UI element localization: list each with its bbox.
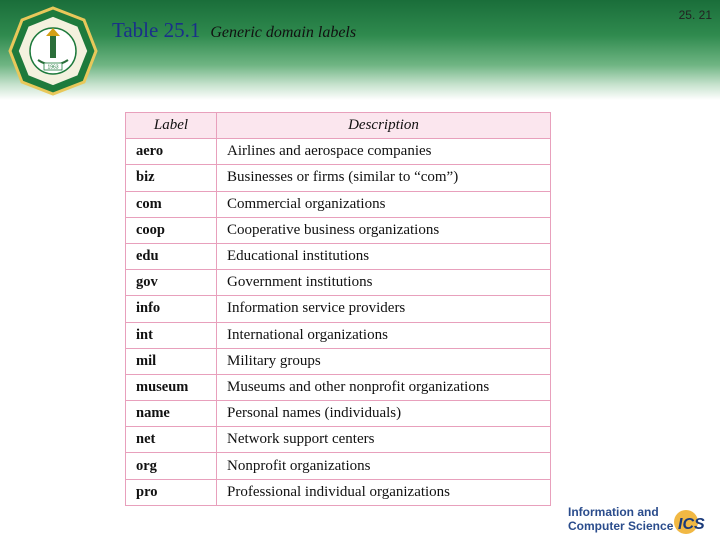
- table-row: [126, 453, 551, 479]
- page-number: 25. 21: [678, 8, 712, 22]
- domain-label-cell: museum: [126, 374, 217, 400]
- domain-label-cell: net: [126, 427, 217, 453]
- table-row: [126, 270, 551, 296]
- table-row: [126, 348, 551, 374]
- university-logo: [8, 6, 98, 96]
- domain-label-cell: edu: [126, 243, 217, 269]
- domain-label-cell: coop: [126, 217, 217, 243]
- domain-description-cell: Military groups: [217, 348, 551, 374]
- description-header: Description: [217, 113, 551, 139]
- domain-description-cell: Personal names (individuals): [217, 401, 551, 427]
- domain-description-cell: Businesses or firms (similar to “com”): [217, 165, 551, 191]
- domain-description-cell: Airlines and aerospace companies: [217, 139, 551, 165]
- table-header-row: [126, 113, 551, 139]
- ics-logo-line2: Computer Science: [568, 519, 674, 533]
- domain-description-cell: Museums and other nonprofit organizations: [217, 374, 551, 400]
- domain-label-cell: mil: [126, 348, 217, 374]
- domain-label-cell: name: [126, 401, 217, 427]
- domain-label-cell: com: [126, 191, 217, 217]
- domain-description-cell: Professional individual organizations: [217, 479, 551, 505]
- domain-description-cell: Nonprofit organizations: [217, 453, 551, 479]
- domain-description-cell: Network support centers: [217, 427, 551, 453]
- table-row: [126, 165, 551, 191]
- table-caption: Generic domain labels: [210, 24, 357, 41]
- svg-text:1963: 1963: [47, 64, 59, 71]
- ics-logo-mark: ICS: [678, 516, 705, 533]
- table-row: [126, 139, 551, 165]
- slide-title: [112, 18, 356, 43]
- table-row: [126, 479, 551, 505]
- domain-label-cell: aero: [126, 139, 217, 165]
- domain-description-cell: Information service providers: [217, 296, 551, 322]
- domain-label-cell: info: [126, 296, 217, 322]
- table-number: Table 25.1: [112, 18, 201, 42]
- domain-description-cell: Government institutions: [217, 270, 551, 296]
- ics-logo: [566, 502, 716, 536]
- domain-label-cell: int: [126, 322, 217, 348]
- table-row: [126, 322, 551, 348]
- domain-description-cell: Commercial organizations: [217, 191, 551, 217]
- ics-logo-line1: Information and: [568, 505, 659, 519]
- table-row: [126, 243, 551, 269]
- domain-description-cell: Cooperative business organizations: [217, 217, 551, 243]
- header-banner: [0, 0, 720, 100]
- domain-description-cell: International organizations: [217, 322, 551, 348]
- table-row: [126, 296, 551, 322]
- table-body: [126, 139, 551, 506]
- table-row: [126, 427, 551, 453]
- domain-description-cell: Educational institutions: [217, 243, 551, 269]
- domain-label-cell: biz: [126, 165, 217, 191]
- domain-label-cell: gov: [126, 270, 217, 296]
- table-row: [126, 374, 551, 400]
- table-row: [126, 401, 551, 427]
- table-row: [126, 217, 551, 243]
- label-header: Label: [126, 113, 217, 139]
- domain-labels-table: [125, 112, 551, 506]
- domain-label-cell: pro: [126, 479, 217, 505]
- domain-label-cell: org: [126, 453, 217, 479]
- table-row: [126, 191, 551, 217]
